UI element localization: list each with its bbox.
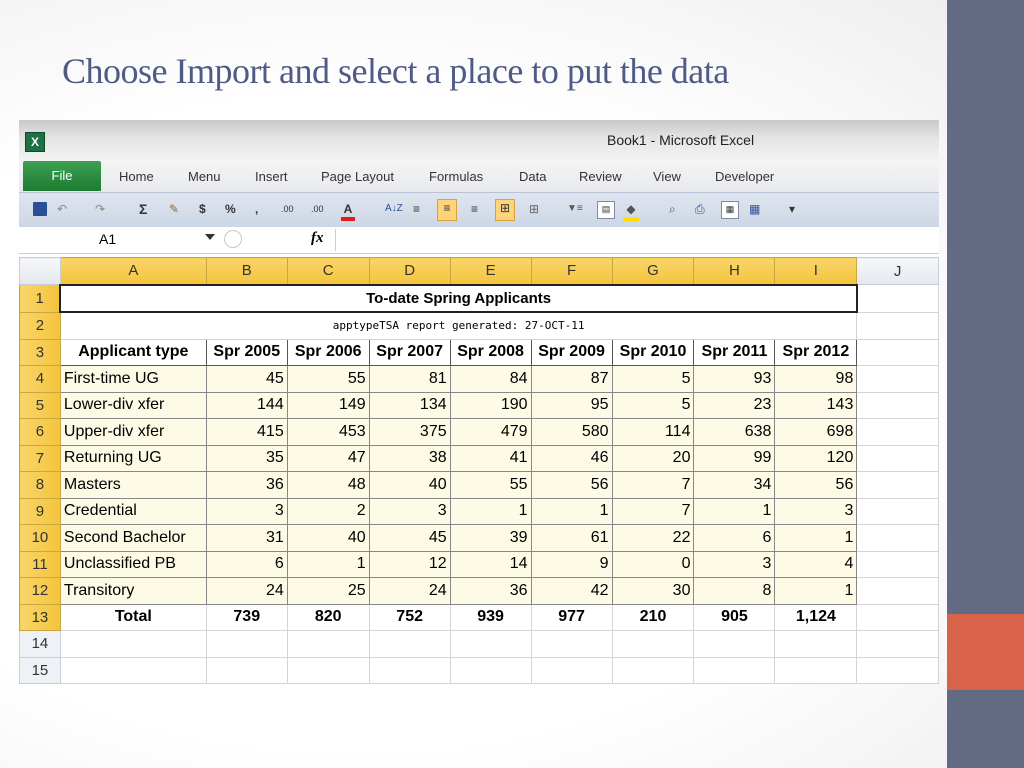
count-cell[interactable]: 95 xyxy=(531,392,612,419)
count-cell[interactable]: 5 xyxy=(612,392,694,419)
column-header-g[interactable]: G xyxy=(612,258,694,285)
count-cell[interactable]: 35 xyxy=(206,445,287,472)
count-cell[interactable]: 30 xyxy=(612,578,694,605)
table-row xyxy=(20,312,939,339)
count-cell[interactable]: 149 xyxy=(287,392,369,419)
row-header[interactable]: 13 xyxy=(20,604,61,631)
row-header[interactable]: 5 xyxy=(20,392,61,419)
count-cell[interactable]: 24 xyxy=(206,578,287,605)
column-header-e[interactable]: E xyxy=(450,258,531,285)
quick-access-toolbar xyxy=(19,192,939,228)
table-row xyxy=(20,498,939,525)
header-cell[interactable]: Spr 2012 xyxy=(775,339,857,366)
cell[interactable] xyxy=(857,445,939,472)
row-header[interactable]: 3 xyxy=(20,339,61,366)
count-cell[interactable]: 1 xyxy=(694,498,775,525)
cell[interactable] xyxy=(857,631,939,658)
count-cell[interactable]: 3 xyxy=(694,551,775,578)
count-cell[interactable]: 134 xyxy=(369,392,450,419)
header-cell[interactable]: Spr 2007 xyxy=(369,339,450,366)
name-box-dropdown-icon[interactable] xyxy=(205,234,215,240)
table-row xyxy=(20,631,939,658)
count-cell[interactable]: 114 xyxy=(612,419,694,446)
applicant-type-cell[interactable]: Masters xyxy=(60,472,206,499)
count-cell[interactable]: 0 xyxy=(612,551,694,578)
count-cell[interactable]: 81 xyxy=(369,366,450,393)
row-header[interactable]: 4 xyxy=(20,366,61,393)
cell[interactable] xyxy=(450,657,531,684)
font-color-button[interactable]: A xyxy=(341,201,355,221)
row-header[interactable]: 8 xyxy=(20,472,61,499)
formula-bar xyxy=(19,227,939,254)
total-cell[interactable]: 820 xyxy=(287,604,369,631)
count-cell[interactable]: 55 xyxy=(287,366,369,393)
count-cell[interactable]: 84 xyxy=(450,366,531,393)
count-cell[interactable]: 20 xyxy=(612,445,694,472)
applicant-type-cell[interactable]: Lower-div xfer xyxy=(60,392,206,419)
column-header-d[interactable]: D xyxy=(369,258,450,285)
count-cell[interactable]: 47 xyxy=(287,445,369,472)
count-cell[interactable]: 8 xyxy=(694,578,775,605)
count-cell[interactable]: 638 xyxy=(694,419,775,446)
count-cell[interactable]: 4 xyxy=(775,551,857,578)
count-cell[interactable]: 31 xyxy=(206,525,287,552)
filter-icon[interactable]: ▼≡ xyxy=(567,203,583,214)
form-icon[interactable]: ▦ xyxy=(721,201,739,219)
cell[interactable] xyxy=(857,392,939,419)
cell[interactable] xyxy=(775,657,857,684)
count-cell[interactable]: 46 xyxy=(531,445,612,472)
count-cell[interactable]: 56 xyxy=(775,472,857,499)
applicant-type-cell[interactable]: First-time UG xyxy=(60,366,206,393)
slide-sidebar xyxy=(947,0,1024,768)
slide-accent-block xyxy=(947,614,1024,690)
table-row xyxy=(20,366,939,393)
row-header[interactable]: 1 xyxy=(20,285,61,313)
count-cell[interactable]: 99 xyxy=(694,445,775,472)
count-cell[interactable]: 12 xyxy=(369,551,450,578)
applicant-type-cell[interactable]: Returning UG xyxy=(60,445,206,472)
count-cell[interactable]: 40 xyxy=(369,472,450,499)
tab-page-layout[interactable]: Page Layout xyxy=(321,169,395,184)
total-label-cell[interactable]: Total xyxy=(60,604,206,631)
row-header[interactable]: 10 xyxy=(20,525,61,552)
count-cell[interactable]: 1 xyxy=(450,498,531,525)
header-cell[interactable]: Spr 2008 xyxy=(450,339,531,366)
row-header[interactable]: 7 xyxy=(20,445,61,472)
total-cell[interactable]: 939 xyxy=(450,604,531,631)
formula-bar-divider xyxy=(335,229,336,251)
cell[interactable] xyxy=(857,551,939,578)
formula-input[interactable] xyxy=(341,231,931,249)
count-cell[interactable]: 36 xyxy=(206,472,287,499)
count-cell[interactable]: 3 xyxy=(775,498,857,525)
align-center-icon[interactable]: ≡ xyxy=(437,199,457,221)
tab-review[interactable]: Review xyxy=(579,169,622,184)
cell[interactable] xyxy=(287,631,369,658)
column-header-c[interactable]: C xyxy=(287,258,369,285)
count-cell[interactable]: 41 xyxy=(450,445,531,472)
column-header-a[interactable]: A xyxy=(60,258,206,285)
total-row xyxy=(20,604,939,631)
total-cell[interactable]: 1,124 xyxy=(775,604,857,631)
cell[interactable] xyxy=(857,312,939,339)
cell[interactable] xyxy=(775,631,857,658)
applicant-type-cell[interactable]: Unclassified PB xyxy=(60,551,206,578)
count-cell[interactable]: 1 xyxy=(775,525,857,552)
row-header[interactable]: 15 xyxy=(20,657,61,684)
row-header[interactable]: 6 xyxy=(20,419,61,446)
count-cell[interactable]: 40 xyxy=(287,525,369,552)
report-title-cell[interactable]: To-date Spring Applicants xyxy=(60,285,856,313)
header-cell[interactable]: Spr 2006 xyxy=(287,339,369,366)
count-cell[interactable]: 38 xyxy=(369,445,450,472)
cell[interactable] xyxy=(612,631,694,658)
cell[interactable] xyxy=(857,578,939,605)
cell[interactable] xyxy=(287,657,369,684)
table-row xyxy=(20,551,939,578)
count-cell[interactable]: 1 xyxy=(287,551,369,578)
tab-view[interactable]: View xyxy=(653,169,681,184)
cell[interactable] xyxy=(857,498,939,525)
count-cell[interactable]: 22 xyxy=(612,525,694,552)
header-cell[interactable]: Spr 2010 xyxy=(612,339,694,366)
borders-icon[interactable]: ⊞ xyxy=(529,202,540,216)
insert-function-icon[interactable]: fx xyxy=(311,230,324,246)
print-preview-icon[interactable]: ⎙ xyxy=(695,202,705,216)
cell[interactable] xyxy=(531,657,612,684)
formula-cancel-icon[interactable] xyxy=(224,230,242,248)
tab-developer[interactable]: Developer xyxy=(715,169,775,184)
count-cell[interactable]: 24 xyxy=(369,578,450,605)
count-cell[interactable]: 415 xyxy=(206,419,287,446)
cell[interactable] xyxy=(60,631,206,658)
count-cell[interactable]: 45 xyxy=(206,366,287,393)
select-all-corner[interactable] xyxy=(20,258,61,285)
count-cell[interactable]: 144 xyxy=(206,392,287,419)
count-cell[interactable]: 375 xyxy=(369,419,450,446)
count-cell[interactable]: 1 xyxy=(531,498,612,525)
count-cell[interactable]: 36 xyxy=(450,578,531,605)
count-cell[interactable]: 120 xyxy=(775,445,857,472)
count-cell[interactable]: 3 xyxy=(369,498,450,525)
align-left-icon[interactable]: ≡ xyxy=(413,202,421,216)
cell[interactable] xyxy=(531,631,612,658)
row-header[interactable]: 12 xyxy=(20,578,61,605)
count-cell[interactable]: 9 xyxy=(531,551,612,578)
row-header[interactable]: 11 xyxy=(20,551,61,578)
cell[interactable] xyxy=(857,285,939,313)
count-cell[interactable]: 45 xyxy=(369,525,450,552)
decrease-decimal-button[interactable]: .00 xyxy=(311,204,324,214)
count-cell[interactable]: 25 xyxy=(287,578,369,605)
cell[interactable] xyxy=(612,657,694,684)
fill-color-icon[interactable]: ◆ xyxy=(623,201,639,221)
currency-button[interactable]: $ xyxy=(199,202,206,216)
align-right-icon[interactable]: ≡ xyxy=(471,202,479,216)
cell[interactable] xyxy=(694,657,775,684)
cell[interactable] xyxy=(857,657,939,684)
excel-app-icon[interactable]: X xyxy=(25,132,45,152)
count-cell[interactable]: 6 xyxy=(694,525,775,552)
cell[interactable] xyxy=(857,419,939,446)
total-cell[interactable]: 977 xyxy=(531,604,612,631)
count-cell[interactable]: 56 xyxy=(531,472,612,499)
name-box-value: A1 xyxy=(99,231,117,247)
worksheet-grid xyxy=(19,257,939,684)
table-row xyxy=(20,525,939,552)
total-cell[interactable]: 739 xyxy=(206,604,287,631)
table-header-row xyxy=(20,339,939,366)
zoom-search-icon[interactable]: ⌕ xyxy=(669,202,676,216)
count-cell[interactable]: 98 xyxy=(775,366,857,393)
count-cell[interactable]: 87 xyxy=(531,366,612,393)
count-cell[interactable]: 190 xyxy=(450,392,531,419)
column-header-h[interactable]: H xyxy=(694,258,775,285)
table-row xyxy=(20,472,939,499)
tab-home[interactable]: Home xyxy=(119,169,154,184)
count-cell[interactable]: 42 xyxy=(531,578,612,605)
cell[interactable] xyxy=(857,366,939,393)
tab-menu[interactable]: Menu xyxy=(188,169,221,184)
comma-button[interactable]: , xyxy=(255,202,259,216)
cell[interactable] xyxy=(857,525,939,552)
table-row xyxy=(20,392,939,419)
count-cell[interactable]: 48 xyxy=(287,472,369,499)
applicant-type-cell[interactable]: Second Bachelor xyxy=(60,525,206,552)
count-cell[interactable]: 5 xyxy=(612,366,694,393)
window-title: Book1 - Microsoft Excel xyxy=(607,132,755,148)
count-cell[interactable]: 143 xyxy=(775,392,857,419)
count-cell[interactable]: 2 xyxy=(287,498,369,525)
qat-customize-icon[interactable]: ▾ xyxy=(789,202,796,216)
count-cell[interactable]: 34 xyxy=(694,472,775,499)
tab-formulas[interactable]: Formulas xyxy=(429,169,484,184)
row-header[interactable]: 2 xyxy=(20,312,61,339)
row-header[interactable]: 14 xyxy=(20,631,61,658)
percent-button[interactable]: % xyxy=(225,202,236,216)
name-box[interactable] xyxy=(19,229,219,249)
report-subtitle-cell[interactable]: apptypeTSA report generated: 27-OCT-11 xyxy=(60,312,856,339)
merge-center-icon[interactable]: ⊞ xyxy=(495,199,515,221)
table-row xyxy=(20,285,939,313)
count-cell[interactable]: 39 xyxy=(450,525,531,552)
cell[interactable] xyxy=(857,339,939,366)
sort-button[interactable]: A↓Z xyxy=(385,203,403,214)
count-cell[interactable]: 7 xyxy=(612,498,694,525)
count-cell[interactable]: 14 xyxy=(450,551,531,578)
count-cell[interactable]: 6 xyxy=(206,551,287,578)
cell[interactable] xyxy=(206,657,287,684)
table-row xyxy=(20,419,939,446)
cell[interactable] xyxy=(60,657,206,684)
applicant-type-cell[interactable]: Upper-div xfer xyxy=(60,419,206,446)
count-cell[interactable]: 580 xyxy=(531,419,612,446)
tab-insert[interactable]: Insert xyxy=(255,169,288,184)
count-cell[interactable]: 55 xyxy=(450,472,531,499)
autosum-button[interactable]: Σ xyxy=(139,201,148,217)
data-rows xyxy=(20,366,939,605)
column-header-b[interactable]: B xyxy=(206,258,287,285)
table-row xyxy=(20,578,939,605)
total-cell[interactable]: 210 xyxy=(612,604,694,631)
header-cell[interactable]: Applicant type xyxy=(60,339,206,366)
count-cell[interactable]: 93 xyxy=(694,366,775,393)
window-titlebar xyxy=(19,120,939,160)
redo-icon[interactable]: ↷ xyxy=(95,202,106,216)
applicant-type-cell[interactable]: Credential xyxy=(60,498,206,525)
total-cell[interactable]: 752 xyxy=(369,604,450,631)
count-cell[interactable]: 1 xyxy=(775,578,857,605)
save-icon[interactable] xyxy=(33,202,47,216)
header-cell[interactable]: Spr 2005 xyxy=(206,339,287,366)
table-row xyxy=(20,657,939,684)
count-cell[interactable]: 453 xyxy=(287,419,369,446)
slide-title: Choose Import and select a place to put the data xyxy=(62,51,729,91)
cell[interactable] xyxy=(206,631,287,658)
cell[interactable] xyxy=(450,631,531,658)
count-cell[interactable]: 7 xyxy=(612,472,694,499)
count-cell[interactable]: 698 xyxy=(775,419,857,446)
column-header-i[interactable]: I xyxy=(775,258,857,285)
increase-decimal-button[interactable]: .00 xyxy=(281,204,294,214)
cell[interactable] xyxy=(369,631,450,658)
header-cell[interactable]: Spr 2009 xyxy=(531,339,612,366)
format-painter-icon[interactable]: ✎ xyxy=(169,202,180,216)
cell[interactable] xyxy=(694,631,775,658)
ribbon-tabs xyxy=(19,160,939,192)
column-header-row xyxy=(20,258,939,285)
cell[interactable] xyxy=(857,472,939,499)
table-row xyxy=(20,445,939,472)
table-icon[interactable]: ▦ xyxy=(749,202,761,216)
paste-values-icon[interactable]: ▤ xyxy=(597,201,615,219)
count-cell[interactable]: 479 xyxy=(450,419,531,446)
column-header-f[interactable]: F xyxy=(531,258,612,285)
count-cell[interactable]: 61 xyxy=(531,525,612,552)
applicant-type-cell[interactable]: Transitory xyxy=(60,578,206,605)
count-cell[interactable]: 3 xyxy=(206,498,287,525)
tab-data[interactable]: Data xyxy=(519,169,547,184)
cell[interactable] xyxy=(857,604,939,631)
undo-icon[interactable]: ↶ xyxy=(57,202,68,216)
row-header[interactable]: 9 xyxy=(20,498,61,525)
excel-window xyxy=(19,120,939,679)
header-cell[interactable]: Spr 2011 xyxy=(694,339,775,366)
column-header-j[interactable]: J xyxy=(857,258,939,285)
tab-file[interactable]: File xyxy=(23,161,101,191)
cell[interactable] xyxy=(369,657,450,684)
count-cell[interactable]: 23 xyxy=(694,392,775,419)
total-cell[interactable]: 905 xyxy=(694,604,775,631)
